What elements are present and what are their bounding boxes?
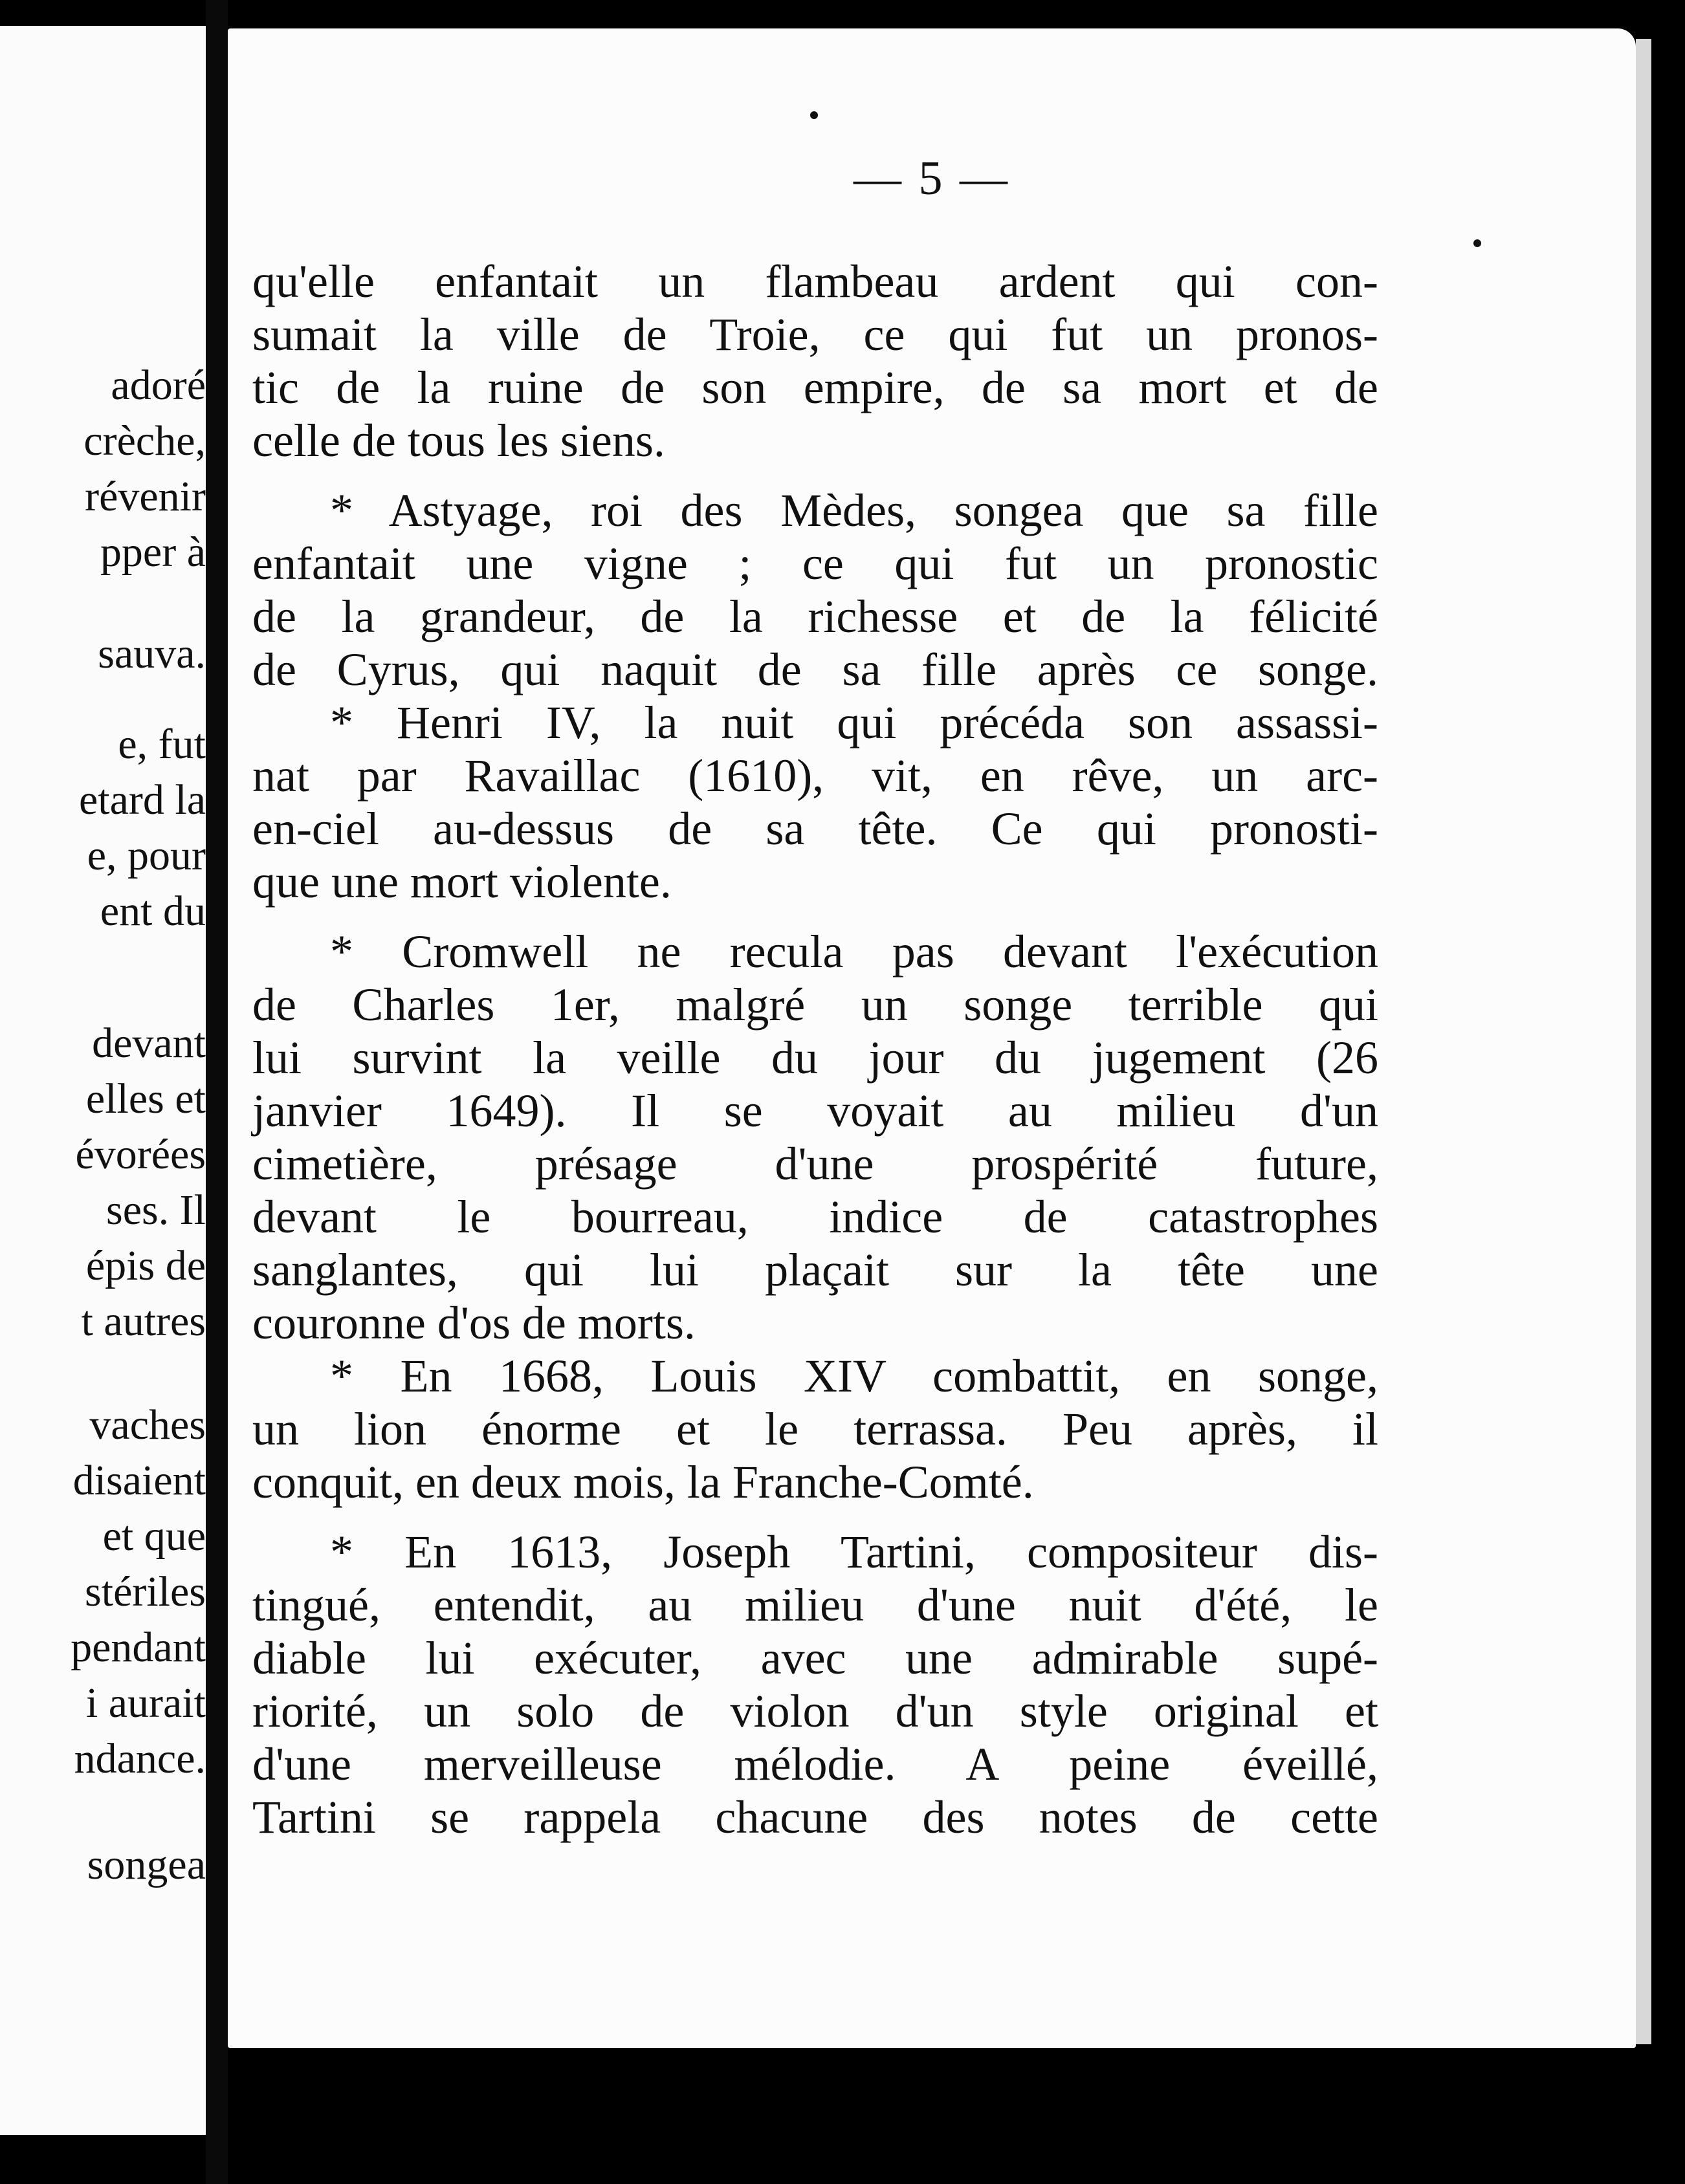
left-page-line: épis de bbox=[85, 1242, 206, 1289]
text-line: cimetière, présage d'une prospérité future, bbox=[252, 1138, 1378, 1190]
left-page-line: révenir bbox=[85, 473, 206, 520]
page-text bbox=[252, 255, 1378, 1844]
book-gutter bbox=[206, 0, 228, 2184]
left-page-line: et que bbox=[102, 1512, 206, 1560]
left-page-line: elles et bbox=[85, 1075, 206, 1122]
text-line: de Cyrus, qui naquit de sa fille après ce songe. bbox=[252, 644, 1378, 695]
text-line: que une mort violente. bbox=[252, 856, 672, 908]
text-line: un lion énorme et le terrassa. Peu après, il bbox=[252, 1403, 1378, 1455]
text-line: couronne d'os de morts. bbox=[252, 1297, 696, 1349]
text-line: de Charles 1er, malgré un songe terrible qui bbox=[252, 979, 1378, 1031]
right-page bbox=[228, 28, 1636, 2048]
text-line: riorité, un solo de violon d'un style original et bbox=[252, 1685, 1378, 1737]
text-line: sanglantes, qui lui plaçait sur la tête une bbox=[252, 1244, 1378, 1296]
left-page-line: ndance. bbox=[74, 1735, 206, 1782]
left-page bbox=[0, 26, 206, 2135]
text-line: lui survint la veille du jour du jugement (26 bbox=[252, 1032, 1378, 1084]
left-page-line: i aurait bbox=[85, 1679, 206, 1727]
left-page-line: évorées bbox=[75, 1131, 206, 1178]
text-line: devant le bourreau, indice de catastrophes bbox=[252, 1191, 1378, 1243]
text-line: tic de la ruine de son empire, de sa mort et de bbox=[252, 362, 1378, 413]
text-line: conquit, en deux mois, la Franche-Comté. bbox=[252, 1456, 1034, 1508]
left-page-line: ent du bbox=[100, 888, 206, 935]
text-line: de la grandeur, de la richesse et de la félicité bbox=[252, 591, 1378, 642]
ink-speck bbox=[810, 111, 818, 119]
left-page-line: pper à bbox=[100, 529, 206, 576]
text-line: diable lui exécuter, avec une admirable supé- bbox=[252, 1632, 1378, 1684]
left-page-line: sauva. bbox=[98, 630, 206, 677]
text-line: sumait la ville de Troie, ce qui fut un pronos- bbox=[252, 309, 1378, 360]
text-line: nat par Ravaillac (1610), vit, en rêve, un arc- bbox=[252, 750, 1378, 802]
left-page-line: t autres bbox=[81, 1298, 206, 1345]
left-page-line: ses. Il bbox=[106, 1186, 206, 1234]
left-page-line: disaient bbox=[72, 1457, 206, 1504]
page-edge bbox=[1636, 39, 1651, 2044]
text-line: tingué, entendit, au milieu d'une nuit d'été, le bbox=[252, 1579, 1378, 1631]
left-page-line: songea bbox=[87, 1841, 206, 1888]
left-page-line: etard la bbox=[78, 776, 206, 824]
left-page-line: crèche, bbox=[83, 417, 206, 464]
text-line: * En 1613, Joseph Tartini, compositeur dis- bbox=[330, 1526, 1378, 1578]
text-line: * En 1668, Louis XIV combattit, en songe, bbox=[330, 1350, 1378, 1402]
page-number: — 5 — bbox=[854, 152, 1010, 205]
text-line: qu'elle enfantait un flambeau ardent qui con- bbox=[252, 256, 1378, 307]
text-line: en-ciel au-dessus de sa tête. Ce qui pronosti- bbox=[252, 803, 1378, 855]
text-line: janvier 1649). Il se voyait au milieu d'un bbox=[252, 1085, 1378, 1137]
left-page-line: adoré bbox=[111, 362, 206, 409]
left-page-line: stériles bbox=[85, 1568, 206, 1615]
left-page-line: devant bbox=[92, 1020, 206, 1067]
left-page-line: e, fut bbox=[118, 721, 206, 768]
text-line: enfantait une vigne ; ce qui fut un pronostic bbox=[252, 538, 1378, 589]
text-line: d'une merveilleuse mélodie. A peine éveillé, bbox=[252, 1738, 1378, 1790]
left-page-line: e, pour bbox=[87, 832, 206, 879]
text-line: * Astyage, roi des Mèdes, songea que sa fille bbox=[330, 485, 1378, 536]
left-page-line: vaches bbox=[89, 1401, 206, 1448]
ink-speck bbox=[1473, 239, 1481, 247]
text-line: celle de tous les siens. bbox=[252, 415, 665, 466]
text-line: Tartini se rappela chacune des notes de cette bbox=[252, 1791, 1378, 1843]
text-line: * Cromwell ne recula pas devant l'exécution bbox=[330, 926, 1378, 977]
left-page-line: pendant bbox=[71, 1624, 206, 1671]
text-line: * Henri IV, la nuit qui précéda son assassi- bbox=[330, 697, 1378, 748]
